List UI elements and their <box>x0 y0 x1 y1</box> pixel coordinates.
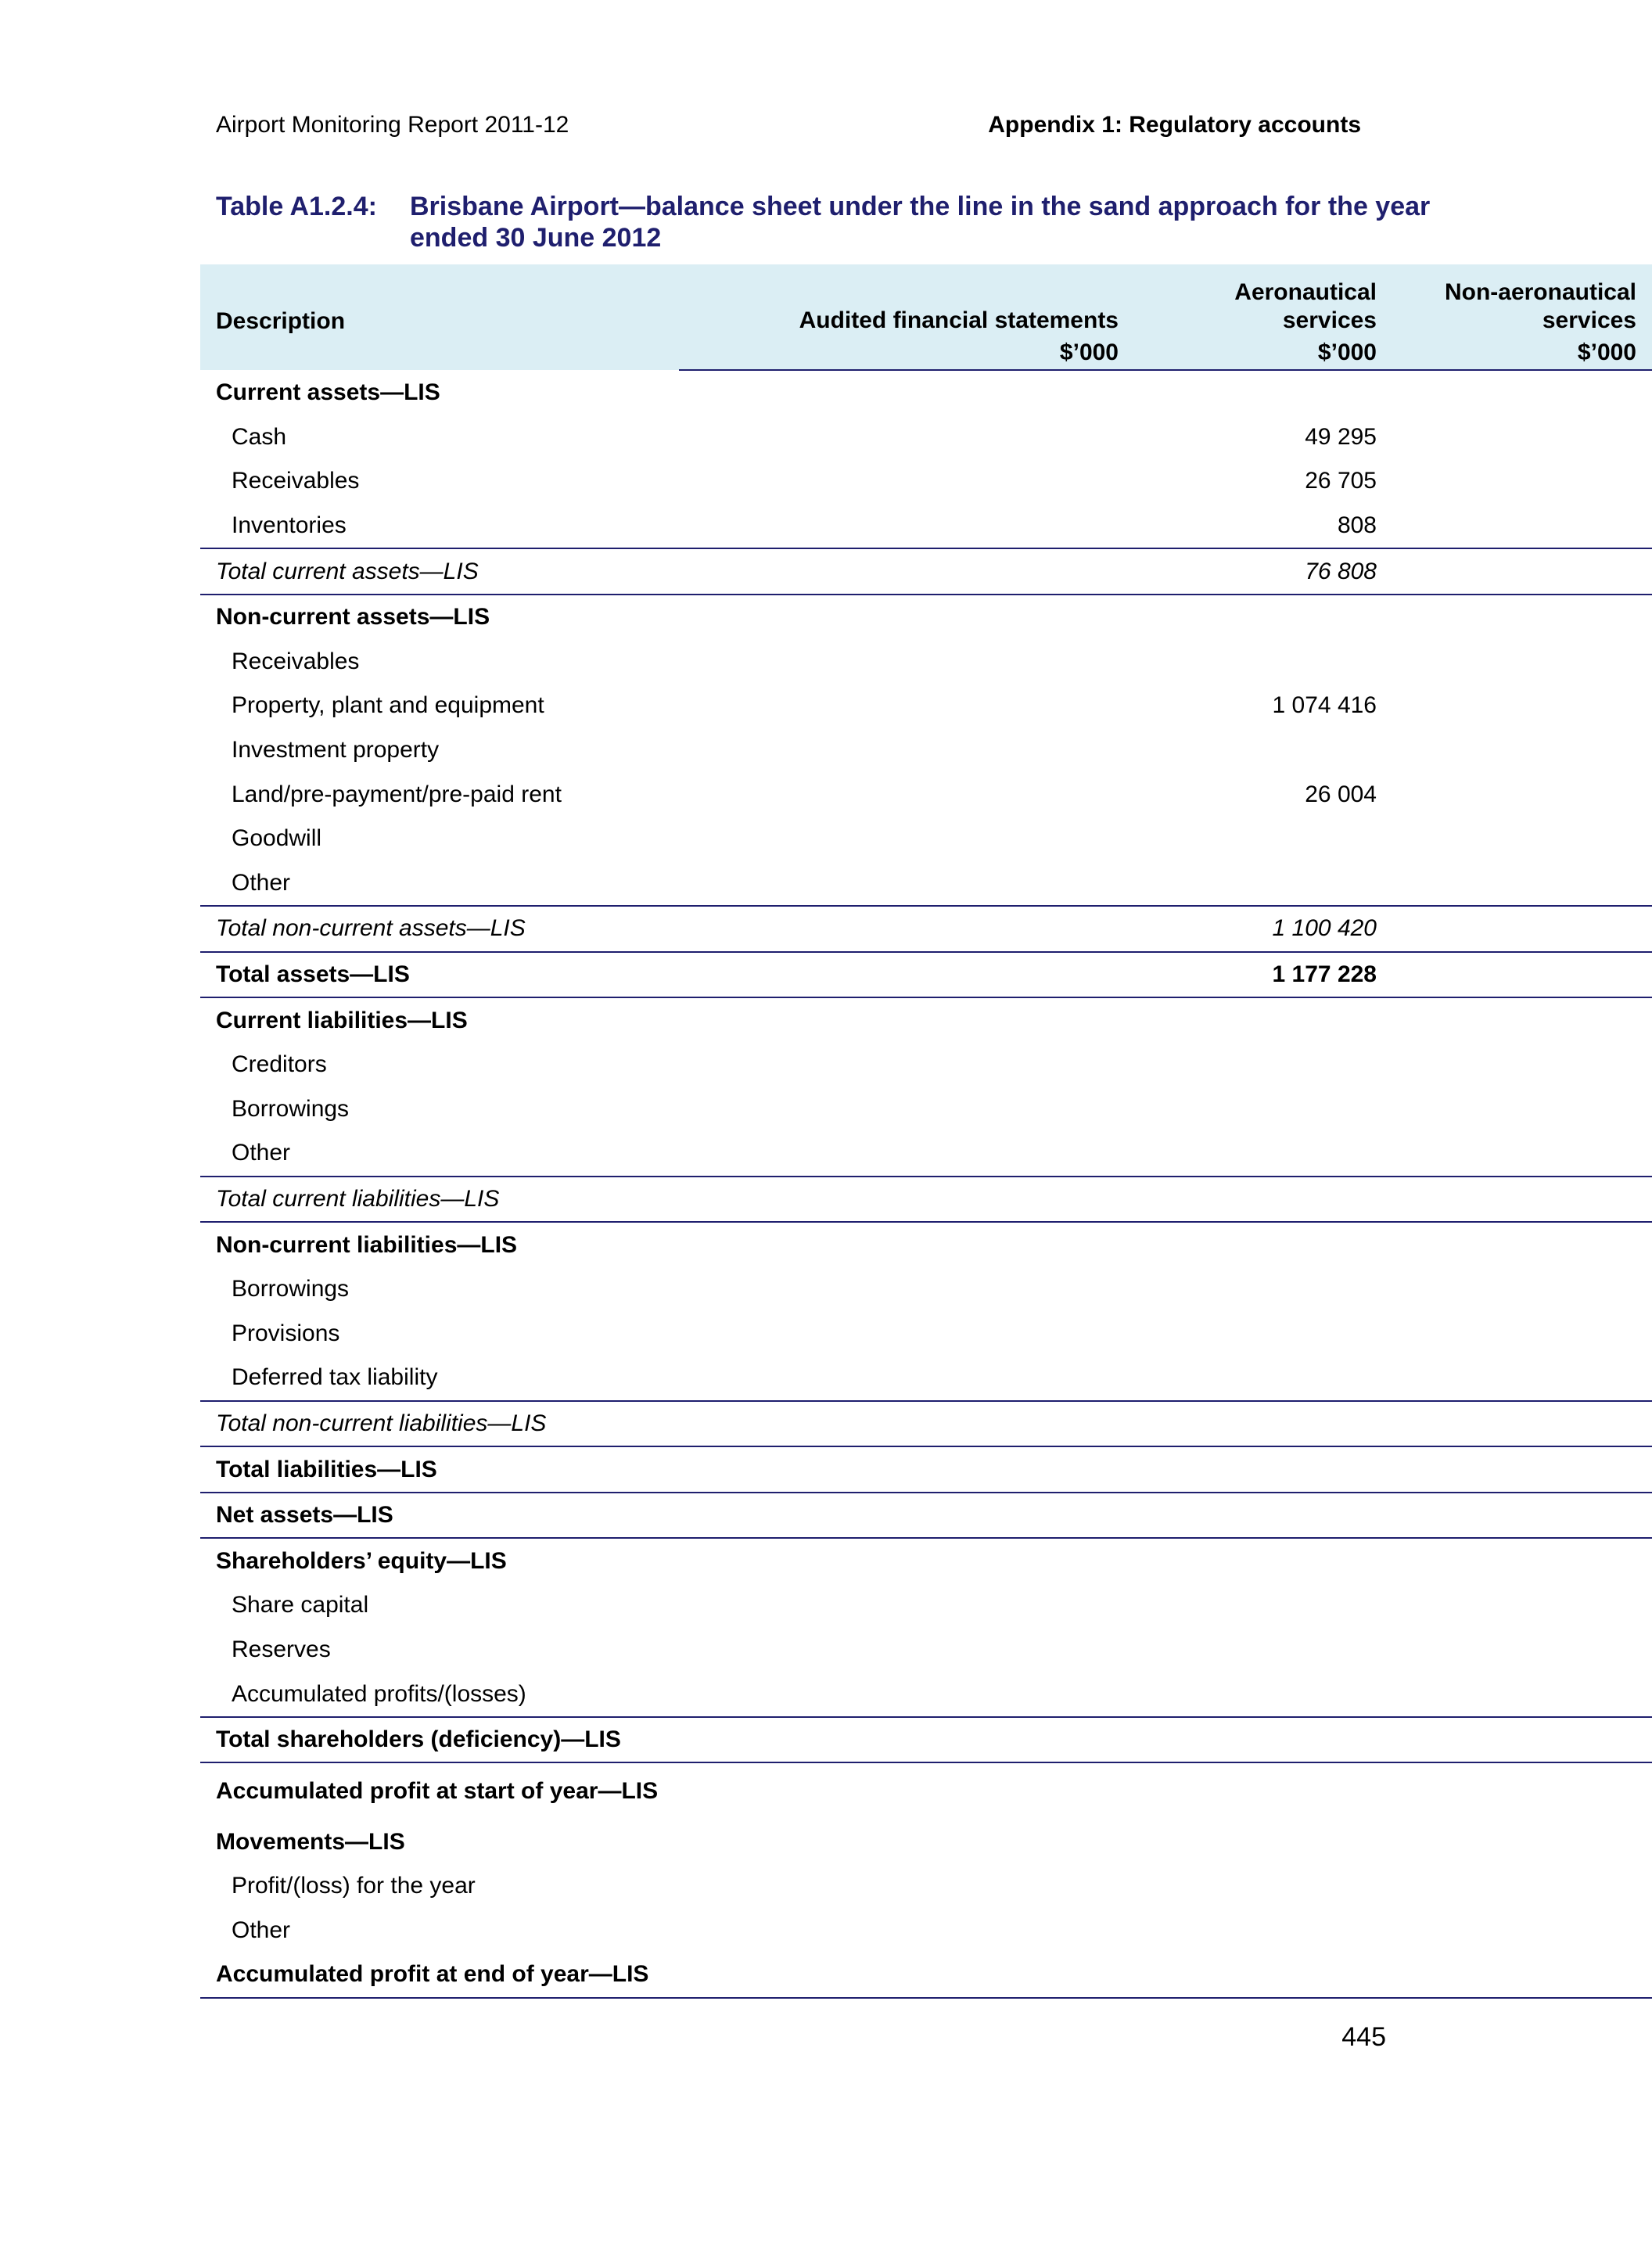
cell-non-aeronautical <box>1392 1043 1652 1087</box>
cell-non-aeronautical <box>1392 861 1652 907</box>
cell-non-aeronautical <box>1392 415 1652 460</box>
cell-non-aeronautical <box>1392 1267 1652 1312</box>
table-row <box>200 370 1652 415</box>
row-label: Current assets—LIS <box>216 379 440 405</box>
cell-non-aeronautical <box>1392 1177 1652 1223</box>
cell-audited <box>679 1672 1134 1717</box>
table-row <box>200 1717 1652 1763</box>
table-row <box>200 1267 1652 1312</box>
cell-non-aeronautical <box>1392 1538 1652 1583</box>
cell-non-aeronautical <box>1392 548 1652 595</box>
cell-non-aeronautical <box>1392 595 1652 640</box>
cell-aeronautical: 1 100 420 <box>1134 906 1392 952</box>
table-row <box>200 1538 1652 1583</box>
table-row <box>200 415 1652 460</box>
header-aeronautical: Aeronautical services <box>1134 264 1392 335</box>
cell-non-aeronautical <box>1392 370 1652 415</box>
row-label: Profit/(loss) for the year <box>232 1873 476 1899</box>
cell-non-aeronautical <box>1392 906 1652 952</box>
cell-non-aeronautical <box>1392 1356 1652 1401</box>
row-label: Receivables <box>232 648 360 674</box>
page-number: 445 <box>1341 2022 1386 2052</box>
row-label: Net assets—LIS <box>200 1493 679 1539</box>
cell-aeronautical: 26 705 <box>1305 468 1377 494</box>
table-row <box>200 1672 1652 1717</box>
cell-audited <box>679 1762 1134 1820</box>
cell-non-aeronautical <box>1392 997 1652 1043</box>
running-header-section: Appendix 1: Regulatory accounts <box>988 112 1361 138</box>
cell-audited <box>679 415 1134 460</box>
cell-aeronautical <box>1134 1820 1392 1864</box>
table-row <box>200 728 1652 773</box>
row-label: Total non-current assets—LIS <box>200 906 679 952</box>
row-label: Total shareholders (deficiency)—LIS <box>200 1717 679 1763</box>
cell-aeronautical <box>1134 1864 1392 1909</box>
cell-audited <box>679 1446 1134 1493</box>
cell-aeronautical <box>1134 1672 1392 1717</box>
header-audited: Audited financial statements <box>679 264 1134 335</box>
cell-aeronautical <box>1134 595 1392 640</box>
row-label: Borrowings <box>232 1095 350 1122</box>
table-row <box>200 459 1652 504</box>
cell-aeronautical <box>1134 861 1392 907</box>
header-description: Description <box>200 264 679 370</box>
row-label: Deferred tax liability <box>232 1364 438 1391</box>
cell-aeronautical: 808 <box>1337 512 1377 539</box>
row-label: Total liabilities—LIS <box>200 1446 679 1493</box>
balance-sheet-table <box>200 264 1652 1999</box>
row-label: Accumulated profit at start of year—LIS <box>216 1778 659 1805</box>
cell-audited <box>679 1043 1134 1087</box>
table-row <box>200 1043 1652 1087</box>
cell-non-aeronautical <box>1392 1131 1652 1177</box>
cell-audited <box>679 595 1134 640</box>
cell-audited <box>679 1820 1134 1864</box>
cell-audited <box>679 1538 1134 1583</box>
cell-audited <box>679 861 1134 907</box>
cell-non-aeronautical <box>1392 1311 1652 1356</box>
row-label: Total current liabilities—LIS <box>200 1177 679 1223</box>
cell-audited <box>679 906 1134 952</box>
row-label: Inventories <box>232 512 347 539</box>
table-row <box>200 640 1652 684</box>
table-body <box>200 370 1652 1998</box>
row-label: Property, plant and equipment <box>232 692 544 719</box>
cell-aeronautical <box>1134 640 1392 684</box>
table-row <box>200 504 1652 549</box>
table-row <box>200 997 1652 1043</box>
row-label: Investment property <box>232 737 440 763</box>
cell-audited <box>679 684 1134 728</box>
cell-audited <box>679 1583 1134 1628</box>
cell-non-aeronautical <box>1392 1672 1652 1717</box>
cell-aeronautical <box>1134 370 1392 415</box>
table-title: Brisbane Airport—balance sheet under the line in the sand approach for the year ended 30 June 2012 <box>410 192 1431 253</box>
cell-aeronautical <box>1134 1131 1392 1177</box>
cell-non-aeronautical <box>1392 459 1652 504</box>
cell-aeronautical: 49 295 <box>1305 423 1377 450</box>
row-label: Provisions <box>232 1320 340 1346</box>
cell-audited <box>679 997 1134 1043</box>
cell-aeronautical <box>1134 997 1392 1043</box>
cell-non-aeronautical <box>1392 1717 1652 1763</box>
row-label: Non-current liabilities—LIS <box>216 1231 518 1258</box>
row-label: Total current assets—LIS <box>200 548 679 595</box>
cell-audited <box>679 1909 1134 1953</box>
cell-aeronautical <box>1134 1356 1392 1401</box>
table-row <box>200 1953 1652 1998</box>
cell-non-aeronautical <box>1392 1762 1652 1820</box>
cell-aeronautical <box>1134 1583 1392 1628</box>
row-label: Other <box>232 1917 291 1943</box>
table-row <box>200 1087 1652 1132</box>
cell-non-aeronautical <box>1392 640 1652 684</box>
cell-aeronautical <box>1134 1267 1392 1312</box>
cell-aeronautical: 76 808 <box>1134 548 1392 595</box>
cell-audited <box>679 1628 1134 1672</box>
cell-non-aeronautical <box>1392 1628 1652 1672</box>
cell-audited <box>679 952 1134 998</box>
cell-aeronautical <box>1134 1717 1392 1763</box>
table-row <box>200 1446 1652 1493</box>
cell-audited <box>679 1131 1134 1177</box>
table-header-row <box>200 264 1652 335</box>
cell-non-aeronautical <box>1392 684 1652 728</box>
table-row <box>200 1493 1652 1539</box>
row-label: Reserves <box>232 1636 331 1662</box>
row-label: Accumulated profits/(losses) <box>232 1680 526 1707</box>
cell-aeronautical <box>1134 817 1392 861</box>
cell-non-aeronautical <box>1392 1909 1652 1953</box>
table-row <box>200 684 1652 728</box>
cell-audited <box>679 1267 1134 1312</box>
cell-audited <box>679 640 1134 684</box>
cell-audited <box>679 772 1134 817</box>
cell-non-aeronautical <box>1392 1222 1652 1267</box>
cell-aeronautical <box>1134 1043 1392 1087</box>
cell-non-aeronautical <box>1392 1953 1652 1998</box>
cell-audited <box>679 1953 1134 1998</box>
cell-aeronautical <box>1134 1909 1392 1953</box>
row-label: Cash <box>232 423 287 450</box>
cell-aeronautical: 1 177 228 <box>1134 952 1392 998</box>
cell-aeronautical <box>1134 1762 1392 1820</box>
cell-audited <box>679 504 1134 549</box>
table-row <box>200 1131 1652 1177</box>
cell-audited <box>679 459 1134 504</box>
row-label: Share capital <box>232 1592 369 1619</box>
cell-aeronautical <box>1134 1493 1392 1539</box>
cell-audited <box>679 728 1134 773</box>
table-row <box>200 906 1652 952</box>
table-row <box>200 817 1652 861</box>
row-label: Receivables <box>232 468 360 494</box>
running-header-title: Airport Monitoring Report 2011-12 <box>216 112 569 138</box>
table-row <box>200 1762 1652 1820</box>
row-label: Movements—LIS <box>216 1828 405 1855</box>
row-label: Non-current assets—LIS <box>216 604 490 631</box>
cell-non-aeronautical <box>1392 1820 1652 1864</box>
row-label: Borrowings <box>232 1276 350 1302</box>
row-label: Other <box>232 869 291 896</box>
cell-non-aeronautical <box>1392 504 1652 549</box>
unit-aeronautical: $’000 <box>1134 335 1392 370</box>
table-row <box>200 1628 1652 1672</box>
cell-audited <box>679 817 1134 861</box>
row-label: Creditors <box>232 1051 327 1078</box>
cell-non-aeronautical <box>1392 1864 1652 1909</box>
row-label: Goodwill <box>232 825 322 852</box>
table-number: Table A1.2.4: <box>216 192 377 221</box>
cell-aeronautical <box>1134 1311 1392 1356</box>
table-row <box>200 595 1652 640</box>
table-row <box>200 772 1652 817</box>
cell-non-aeronautical <box>1392 952 1652 998</box>
row-label: Total non-current liabilities—LIS <box>200 1401 679 1447</box>
table-row <box>200 1222 1652 1267</box>
table-row <box>200 1311 1652 1356</box>
table-row <box>200 1820 1652 1864</box>
row-label: Other <box>232 1140 291 1166</box>
cell-non-aeronautical <box>1392 728 1652 773</box>
cell-aeronautical <box>1134 1177 1392 1223</box>
table-row <box>200 1909 1652 1953</box>
cell-aeronautical <box>1134 1538 1392 1583</box>
row-label: Accumulated profit at end of year—LIS <box>200 1953 679 1998</box>
cell-audited <box>679 1087 1134 1132</box>
cell-non-aeronautical <box>1392 1446 1652 1493</box>
cell-audited <box>679 1493 1134 1539</box>
cell-non-aeronautical <box>1392 1401 1652 1447</box>
cell-non-aeronautical <box>1392 1493 1652 1539</box>
table-row <box>200 1583 1652 1628</box>
table-row <box>200 1356 1652 1401</box>
cell-audited <box>679 1717 1134 1763</box>
header-non-aeronautical: Non-aeronautical services <box>1392 264 1652 335</box>
cell-audited <box>679 1356 1134 1401</box>
cell-audited <box>679 1401 1134 1447</box>
cell-aeronautical <box>1134 728 1392 773</box>
row-label: Total assets—LIS <box>200 952 679 998</box>
row-label: Land/pre-payment/pre-paid rent <box>232 781 562 807</box>
cell-non-aeronautical <box>1392 1087 1652 1132</box>
cell-aeronautical: 1 074 416 <box>1272 692 1377 719</box>
cell-non-aeronautical <box>1392 1583 1652 1628</box>
cell-audited <box>679 1864 1134 1909</box>
cell-aeronautical <box>1134 1953 1392 1998</box>
cell-aeronautical <box>1134 1087 1392 1132</box>
row-label: Shareholders’ equity—LIS <box>216 1547 507 1574</box>
cell-audited <box>679 1177 1134 1223</box>
cell-audited <box>679 1311 1134 1356</box>
cell-non-aeronautical <box>1392 817 1652 861</box>
unit-non-aeronautical: $’000 <box>1392 335 1652 370</box>
cell-audited <box>679 370 1134 415</box>
cell-aeronautical <box>1134 1446 1392 1493</box>
cell-aeronautical <box>1134 1628 1392 1672</box>
table-row <box>200 548 1652 595</box>
table-row <box>200 1401 1652 1447</box>
unit-audited: $’000 <box>679 335 1134 370</box>
table-row <box>200 1177 1652 1223</box>
cell-non-aeronautical <box>1392 772 1652 817</box>
cell-audited <box>679 1222 1134 1267</box>
table-row <box>200 1864 1652 1909</box>
cell-audited <box>679 548 1134 595</box>
row-label: Current liabilities—LIS <box>216 1007 468 1033</box>
table-row <box>200 952 1652 998</box>
cell-aeronautical <box>1134 1401 1392 1447</box>
table-row <box>200 861 1652 907</box>
cell-aeronautical <box>1134 1222 1392 1267</box>
cell-aeronautical: 26 004 <box>1305 781 1377 807</box>
